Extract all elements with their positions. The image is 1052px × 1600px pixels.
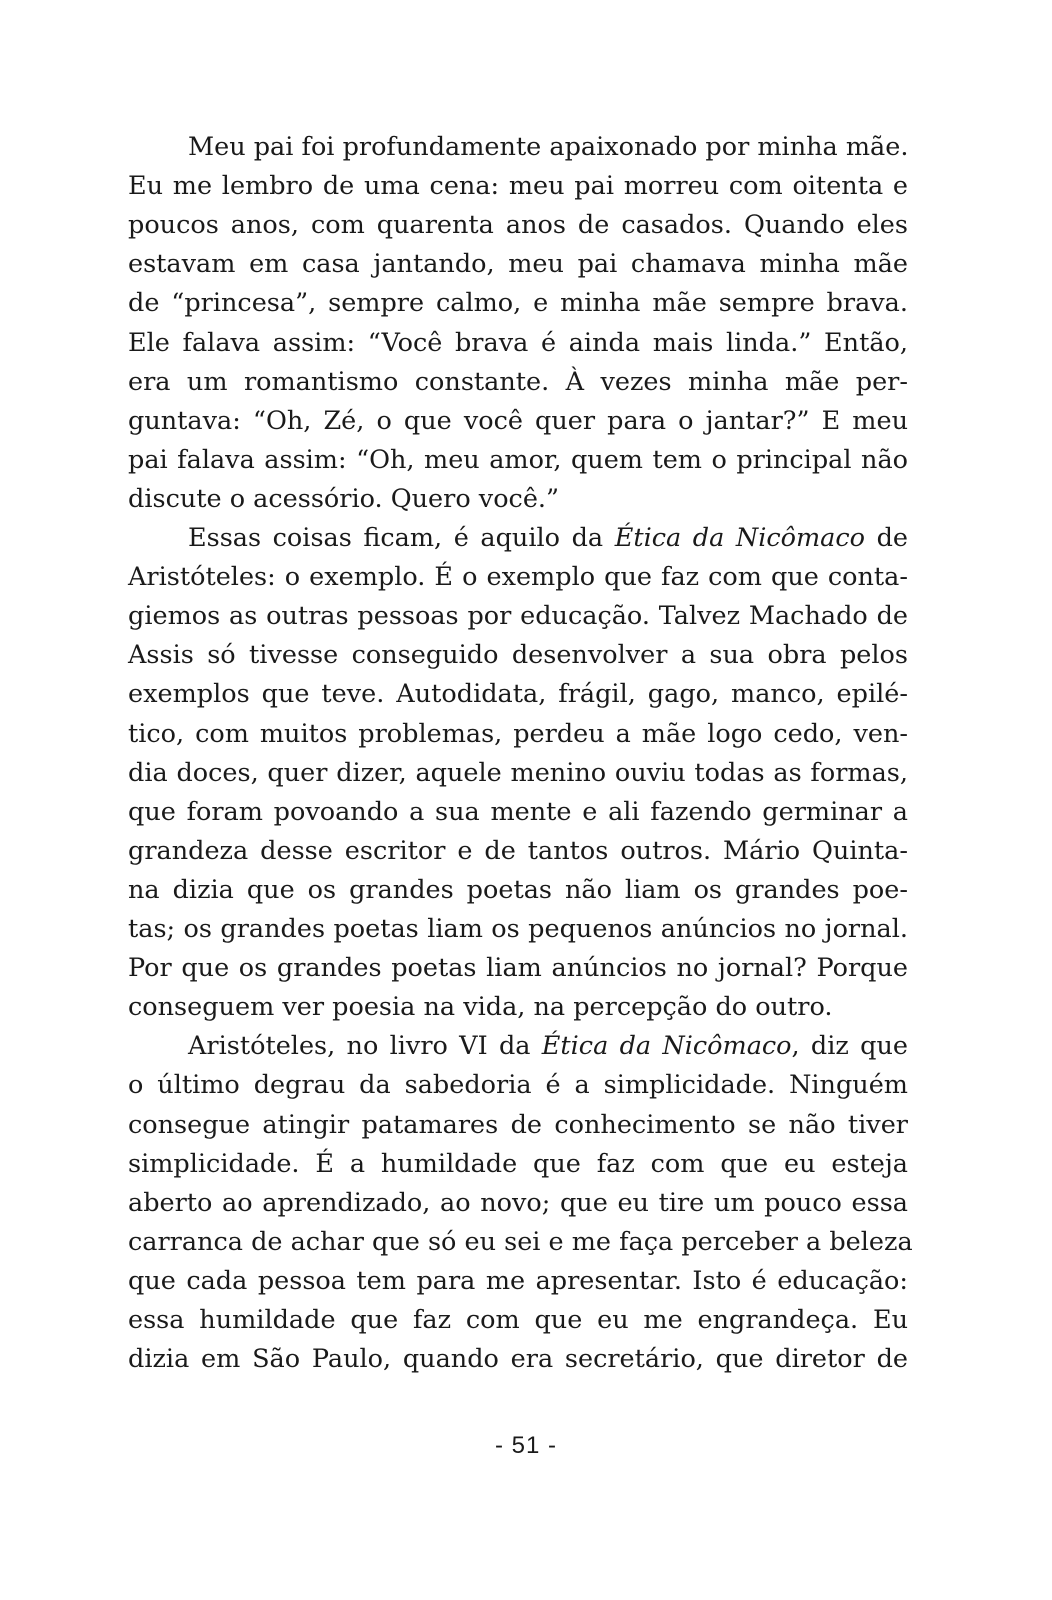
text-line: consegue atingir patamares de conhecimento se não tiver — [128, 1109, 908, 1140]
text-line: na dizia que os grandes poetas não liam os grandes poe- — [128, 874, 908, 905]
text-line: dia doces, quer dizer, aquele menino ouviu todas as formas, — [128, 757, 908, 788]
text-line: tas; os grandes poetas liam os pequenos anúncios no jornal. — [128, 914, 908, 944]
text-line: simplicidade. É a humildade que faz com que eu esteja — [128, 1148, 908, 1179]
text-line: Aristóteles, no livro VI da Ética da Nicômaco, diz que — [188, 1031, 908, 1062]
text-line: aberto ao aprendizado, ao novo; que eu tire um pouco essa — [128, 1187, 908, 1218]
text-line: que foram povoando a sua mente e ali fazendo germinar a — [128, 796, 908, 827]
text-line: era um romantismo constante. À vezes minha mãe per- — [128, 366, 908, 397]
text-line: Aristóteles: o exemplo. É o exemplo que faz com que conta- — [128, 562, 908, 593]
text-line: guntava: “Oh, Zé, o que você quer para o jantar?” E meu — [128, 405, 908, 436]
text-line: Por que os grandes poetas liam anúncios no jornal? Porque — [128, 953, 908, 984]
text-line: Meu pai foi profundamente apaixonado por minha mãe. — [188, 132, 909, 162]
text-line: pai falava assim: “Oh, meu amor, quem tem o principal não — [128, 444, 908, 475]
book-title: Ética da Nicômaco — [541, 1031, 792, 1062]
text-line: exemplos que teve. Autodidata, frágil, gago, manco, epilé- — [128, 679, 908, 710]
text-line: Assis só tivesse conseguido desenvolver a sua obra pelos — [128, 640, 908, 671]
text-line: Essas coisas ficam, é aquilo da Ética da Nicômaco de — [188, 523, 908, 553]
text-line: essa humildade que faz com que eu me engrandeça. Eu — [128, 1305, 908, 1335]
text-line: tico, com muitos problemas, perdeu a mãe logo cedo, ven- — [128, 718, 908, 749]
text-line: de “princesa”, sempre calmo, e minha mãe sempre brava. — [128, 288, 908, 319]
text-line: discute o acessório. Quero você.” — [128, 483, 560, 514]
text-line: poucos anos, com quarenta anos de casados. Quando eles — [128, 210, 908, 241]
text-line: conseguem ver poesia na vida, na percepção do outro. — [128, 992, 833, 1023]
text-line: estavam em casa jantando, meu pai chamava minha mãe — [128, 249, 908, 280]
text-line: Eu me lembro de uma cena: meu pai morreu com oitenta e — [128, 171, 908, 202]
page-number: - 51 - — [494, 1432, 557, 1459]
text-line: grandeza desse escritor e de tantos outros. Mário Quinta- — [128, 835, 908, 866]
text-line: o último degrau da sabedoria é a simplicidade. Ninguém — [128, 1070, 908, 1101]
text-line: giemos as outras pessoas por educação. Talvez Machado de — [128, 601, 908, 632]
text-line: Ele falava assim: “Você brava é ainda mais linda.” Então, — [128, 327, 908, 358]
text-line: que cada pessoa tem para me apresentar. Isto é educação: — [128, 1265, 908, 1296]
text-line: dizia em São Paulo, quando era secretário, que diretor de — [128, 1344, 908, 1375]
book-title: Ética da Nicômaco — [614, 523, 865, 553]
text-line: carranca de achar que só eu sei e me faça perceber a beleza — [128, 1226, 913, 1257]
